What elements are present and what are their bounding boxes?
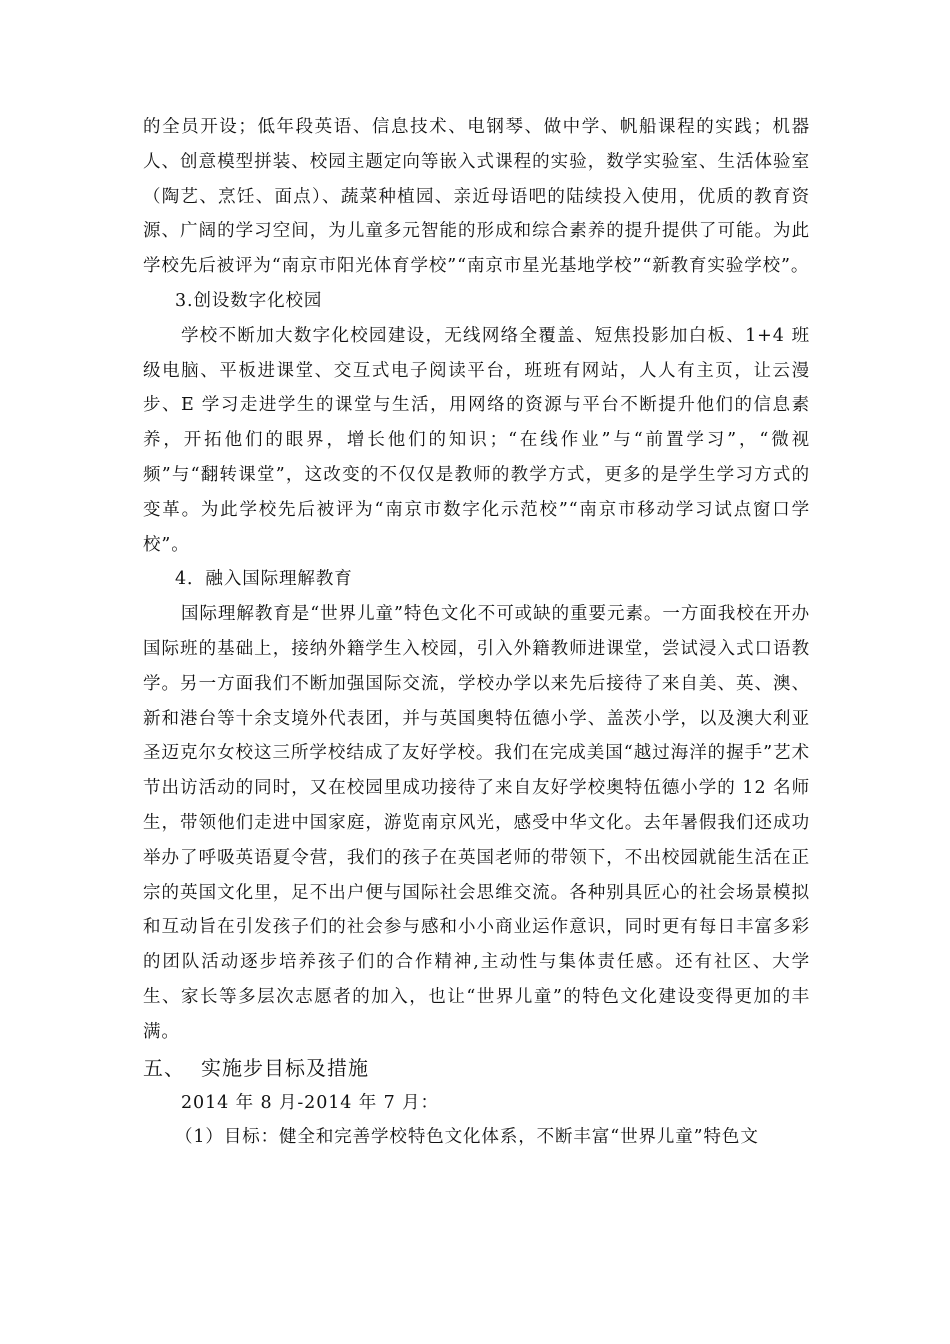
section-title: 实施步目标及措施 bbox=[201, 1055, 369, 1080]
list-item: （1）目标：健全和完善学校特色文化体系，不断丰富“世界儿童”特色文 bbox=[175, 1127, 759, 1148]
subheading-international-education: 4．融入国际理解教育 bbox=[175, 569, 353, 590]
paragraph-international-education: 国际理解教育是“世界儿童”特色文化不可或缺的重要元素。一方面我校在开办国际班的基础上，接纳外籍学生入校园，引入外籍教师进课堂，尝试浸入式口语教学。另一方面我们不断加强国际交流，学校办学以来先后接待了来自美、英、澳、新和港台等十余支境外代表团，并与英国奥特伍德小学、盖茨小学，以及澳大利亚圣迈克尔女校这三所学校结成了友好学校。我们在完成美国“越过海洋的握手”艺术节出访活动的同时，又在校园里成功接待了来自友好学校奥特伍德小学的 12 名师生，带领他们走进中国家庭，游览南京风光，感受中华文化。去年暑假我们还成功举办了呼吸英语夏令营，我们的孩子在英国老师的带领下，不出校园就能生活在正宗的英国文化里，足不出户便与国际社会思维交流。各种别具匠心的社会场景模拟和互动旨在引发孩子们的社会参与感和小小商业运作意识，同时更有每日丰富多彩的团队活动逐步培养孩子们的合作精神,主动性与集体责任感。还有社区、大学生、家长等多层次志愿者的加入，也让“世界儿童”的特色文化建设变得更加的丰满。 bbox=[143, 604, 810, 1042]
paragraph-digital-campus: 学校不断加大数字化校园建设，无线网络全覆盖、短焦投影加白板、1+4 班级电脑、平板进课堂、交互式电子阅读平台，班班有网站，人人有主页，让云漫步、E 学习走进学生的课堂与生活，用网络的资源与平台不断提升他们的信息素养，开拓他们的眼界，增长他们的知识；“在线作业”与“前置学习”，“微视频”与“翻转课堂”，这改变的不仅仅是教师的教学方式，更多的是学生学习方式的变革。为此学校先后被评为“南京市数字化示范校”“南京市移动学习试点窗口学校”。 bbox=[143, 325, 810, 555]
section-heading bbox=[143, 1050, 810, 1086]
section-number: 五、 bbox=[143, 1055, 185, 1080]
subheading-digital-campus: 3.创设数字化校园 bbox=[175, 290, 323, 311]
paragraph-facilities: 的全员开设；低年段英语、信息技术、电钢琴、做中学、帆船课程的实践；机器人、创意模型拼装、校园主题定向等嵌入式课程的实验，数学实验室、生活体验室（陶艺、烹饪、面点）、蔬菜种植园、亲近母语吧的陆续投入使用，优质的教育资源、广阔的学习空间，为儿童多元智能的形成和综合素养的提升提供了可能。为此学校先后被评为“南京市阳光体育学校”“南京市星光基地学校”“新教育实验学校”。 bbox=[143, 117, 810, 277]
date-range: 2014 年 8 月-2014 年 7 月： bbox=[181, 1092, 439, 1113]
